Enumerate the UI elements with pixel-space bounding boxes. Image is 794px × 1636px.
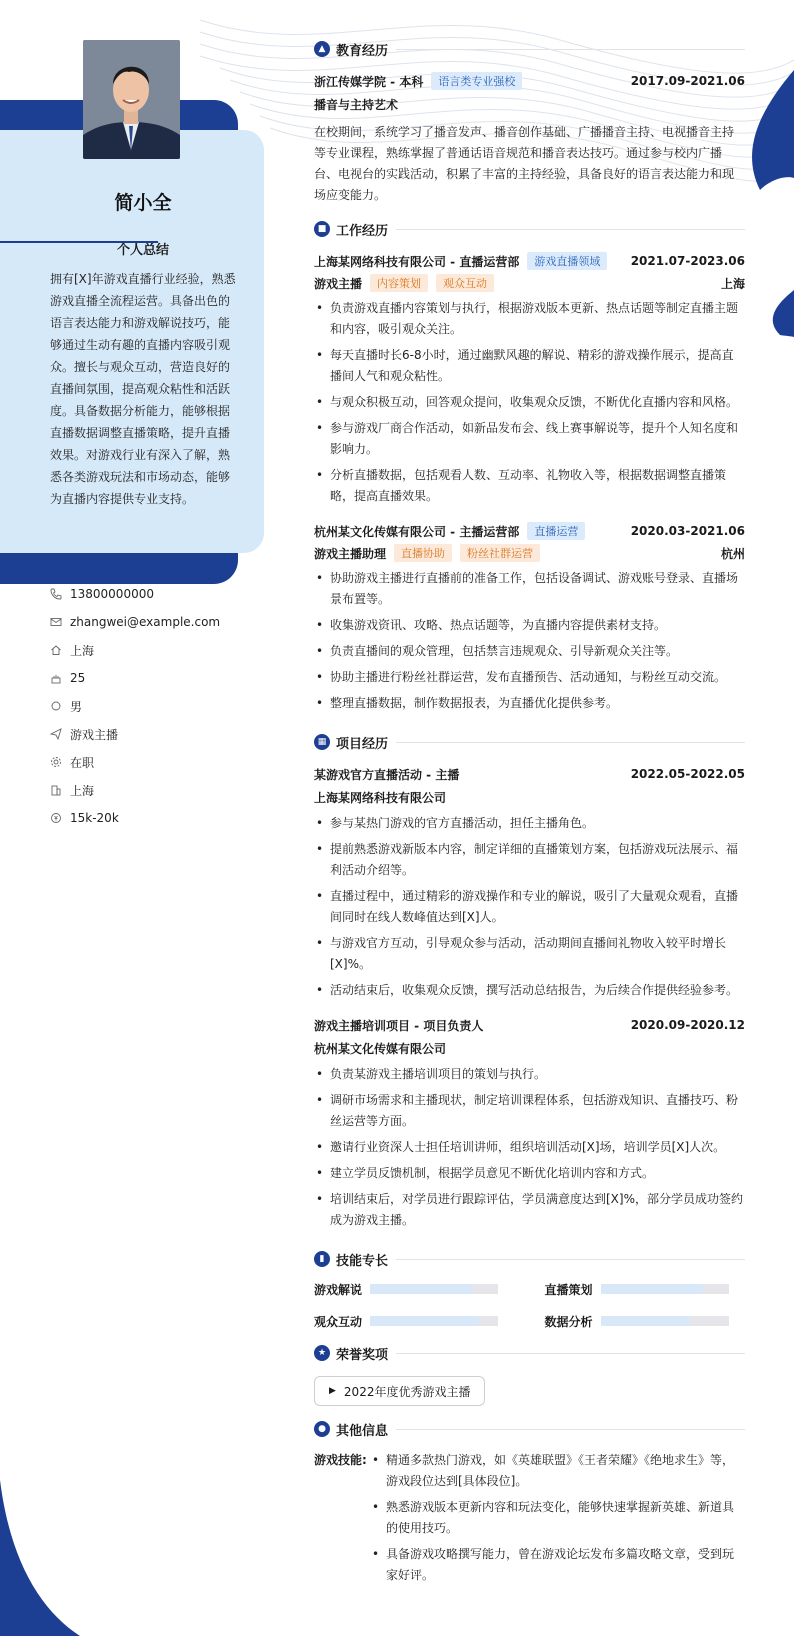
list-item: • 提前熟悉游戏新版本内容，制定详细的直播策划方案，包括游戏玩法展示、福利活动介绍等。 [314, 839, 745, 881]
project-row [314, 763, 745, 785]
skill-name: 直播策划 [544, 1282, 593, 1297]
list-item: • 建立学员反馈机制，根据学员意见不断优化培训内容和方式。 [314, 1163, 745, 1184]
project-bullets [314, 813, 745, 1001]
role-tag: 直播协助 [394, 544, 452, 562]
skill-bar [601, 1284, 729, 1294]
skill-name: 数据分析 [544, 1314, 593, 1329]
list-item: • 负责某游戏主播培训项目的策划与执行。 [314, 1064, 745, 1085]
job-company: 上海某网络科技有限公司 - 直播运营部 [314, 254, 520, 269]
skills-title: 技能专长 [336, 1253, 389, 1269]
education-row [314, 70, 745, 92]
skill-bar-fill [370, 1316, 479, 1326]
project-date: 2022.05-2022.05 [630, 767, 745, 781]
person-icon: ● [314, 1421, 330, 1437]
info-position-text: 游戏主播 [70, 727, 119, 742]
section-divider [396, 1429, 745, 1430]
info-location-text: 上海 [70, 643, 95, 658]
list-item: • 与观众积极互动，回答观众提问，收集观众反馈，不断优化直播内容和风格。 [314, 392, 745, 413]
building-icon [50, 784, 62, 796]
project-entry [314, 763, 745, 1001]
other-header [314, 1418, 745, 1440]
info-position [50, 720, 220, 748]
skill-bar [370, 1316, 498, 1326]
play-triangle-icon: ▶ [329, 1386, 336, 1396]
award-item [314, 1376, 485, 1406]
major: 播音与主持艺术 [314, 98, 399, 112]
awards-title: 荣誉奖项 [336, 1347, 389, 1363]
role-tag: 粉丝社群运营 [460, 544, 540, 562]
section-divider [396, 742, 745, 743]
job-role: 游戏主播助理 [314, 546, 387, 561]
summary-title: 个人总结 [116, 243, 169, 258]
status-icon [50, 756, 62, 768]
other-title: 其他信息 [336, 1423, 389, 1439]
education-title: 教育经历 [336, 43, 389, 59]
list-item: • 整理直播数据，制作数据报表，为直播优化提供参考。 [314, 693, 745, 714]
list-item: • 协助主播进行粉丝社群运营，发布直播预告、活动通知，与粉丝互动交流。 [314, 667, 745, 688]
skill-bar [601, 1316, 729, 1326]
info-gender [50, 692, 220, 720]
list-item: • 负责游戏直播内容策划与执行，根据游戏版本更新、热点话题等制定直播主题和内容，吸引观众关注。 [314, 298, 745, 340]
project-entry [314, 1014, 745, 1231]
info-status-text: 在职 [70, 755, 95, 770]
list-item: • 熟悉游戏版本更新内容和玩法变化，能够快速掌握新英雄、新道具的使用技巧。 [370, 1497, 745, 1539]
list-item: • 与游戏官方互动，引导观众参与活动，活动期间直播间礼物收入较平时增长[X]%。 [314, 933, 745, 975]
info-age [50, 664, 220, 692]
project-date: 2020.09-2020.12 [630, 1018, 745, 1032]
info-city-text: 上海 [70, 783, 95, 798]
job-tag: 直播运营 [527, 522, 585, 540]
skills-header [314, 1248, 745, 1270]
salary-icon [50, 812, 62, 824]
project-org: 上海某网络科技有限公司 [314, 791, 447, 805]
list-item: • 每天直播时长6-8小时，通过幽默风趣的解说、精彩的游戏操作展示，提高直播间人气和观众粘性。 [314, 345, 745, 387]
school-tag: 语言类专业强校 [431, 72, 522, 90]
job-company-row [314, 520, 745, 542]
school-name: 浙江传媒学院 - 本科 [314, 74, 424, 89]
info-city [50, 776, 220, 804]
skill-item [314, 1312, 515, 1330]
job-bullets [314, 298, 745, 507]
skill-bar-fill [370, 1284, 472, 1294]
job-tag: 游戏直播领域 [527, 252, 607, 270]
list-item: • 参与游戏厂商合作活动，如新品发布会、线上赛事解说等，提升个人知名度和影响力。 [314, 418, 745, 460]
project-bullets [314, 1064, 745, 1231]
projects-title: 项目经历 [336, 736, 389, 752]
name-divider [0, 241, 158, 243]
list-item: • 邀请行业资深人士担任培训讲师，组织培训活动[X]场，培训学员[X]人次。 [314, 1137, 745, 1158]
project-name: 某游戏官方直播活动 - 主播 [314, 767, 460, 782]
summary-text: 拥有[X]年游戏直播行业经验，熟悉游戏直播全流程运营。具备出色的语言表达能力和游戏解说技巧，能够通过生动有趣的直播内容吸引观众。擅长与观众互动，营造良好的直播间氛围，提高观众粘性和活跃度。具备数据分析能力，能够根据直播数据调整直播策略，提升直播效果。对游戏行业有深入了解，熟悉各类游戏玩法和市场动态，能够为直播内容提供专业支持。 [50, 272, 236, 506]
job-company: 杭州某文化传媒有限公司 - 主播运营部 [314, 524, 520, 539]
award-text: 2022年度优秀游戏主播 [343, 1384, 471, 1399]
info-phone-text: 13800000000 [70, 587, 154, 601]
send-icon [50, 728, 62, 740]
info-phone [50, 580, 220, 608]
info-salary-text: 15k-20k [70, 811, 119, 825]
main-content [314, 38, 745, 1591]
education-desc: 在校期间，系统学习了播音发声、播音创作基础、广播播音主持、电视播音主持等专业课程，熟练掌握了普通话语音规范和播音表达技巧。通过参与校内广播台、电视台的实践活动，积累了丰富的主持经验，具备良好的语言表达能力和现场应变能力。 [314, 125, 735, 202]
info-location [50, 636, 220, 664]
info-age-text: 25 [70, 671, 86, 685]
job-date: 2020.03-2021.06 [630, 524, 745, 538]
job-date: 2021.07-2023.06 [630, 254, 745, 268]
list-item: • 负责直播间的观众管理，包括禁言违规观众、引导新观众关注等。 [314, 641, 745, 662]
info-salary [50, 804, 220, 832]
education-header [314, 38, 745, 60]
list-item: • 分析直播数据，包括观看人数、互动率、礼物收入等，根据数据调整直播策略，提高直播效果。 [314, 465, 745, 507]
work-header [314, 218, 745, 240]
other-row [314, 1450, 745, 1591]
project-org: 杭州某文化传媒有限公司 [314, 1042, 447, 1056]
section-divider [396, 229, 745, 230]
graduation-cap-icon: ▲ [314, 41, 330, 57]
info-email-text: zhangwei@example.com [70, 615, 221, 629]
job-city: 上海 [720, 276, 745, 291]
gender-icon [50, 700, 62, 712]
awards-header [314, 1342, 745, 1364]
mail-icon [50, 616, 62, 628]
skill-bar-fill [601, 1284, 703, 1294]
role-tag: 内容策划 [370, 274, 428, 292]
contact-info-list [50, 580, 220, 832]
project-name: 游戏主播培训项目 - 项目负责人 [314, 1018, 484, 1033]
info-status [50, 748, 220, 776]
briefcase-icon: ■ [314, 221, 330, 237]
info-gender-text: 男 [70, 699, 83, 714]
job-entry [314, 250, 745, 507]
projects-header [314, 731, 745, 753]
section-divider [396, 1353, 745, 1354]
home-icon [50, 644, 62, 656]
candidate-name: 简小全 [114, 192, 172, 214]
list-item: • 调研市场需求和主播现状，制定培训课程体系，包括游戏知识、直播技巧、粉丝运营等方面。 [314, 1090, 745, 1132]
avatar-illustration [83, 40, 180, 159]
skill-name: 游戏解说 [314, 1282, 363, 1297]
skill-bar [370, 1284, 498, 1294]
skill-name: 观众互动 [314, 1314, 363, 1329]
skills-grid [314, 1280, 745, 1330]
job-role-row [314, 272, 745, 294]
bar-chart-icon: ▮ [314, 1251, 330, 1267]
skill-item [314, 1280, 515, 1298]
list-item: • 具备游戏攻略撰写能力，曾在游戏论坛发布多篇攻略文章，受到玩家好评。 [370, 1544, 745, 1586]
skill-item [545, 1280, 746, 1298]
role-tag: 观众互动 [436, 274, 494, 292]
other-bullets [370, 1450, 745, 1591]
section-divider [396, 49, 745, 50]
project-row [314, 1014, 745, 1036]
job-city: 杭州 [720, 546, 745, 561]
phone-icon [50, 588, 62, 600]
job-bullets [314, 568, 745, 714]
skill-bar-fill [601, 1316, 691, 1326]
info-email [50, 608, 220, 636]
left-panel [0, 130, 264, 553]
list-item: • 协助游戏主播进行直播前的准备工作，包括设备调试、游戏账号登录、直播场景布置等。 [314, 568, 745, 610]
section-divider [396, 1259, 745, 1260]
job-role: 游戏主播 [314, 276, 363, 291]
list-item: • 收集游戏资讯、攻略、热点话题等，为直播内容提供素材支持。 [314, 615, 745, 636]
list-item: • 精通多款热门游戏，如《英雄联盟》《王者荣耀》《绝地求生》等，游戏段位达到[具体段位]。 [370, 1450, 745, 1492]
list-item: • 直播过程中，通过精彩的游戏操作和专业的解说，吸引了大量观众观看，直播间同时在线人数峰值达到[X]人。 [314, 886, 745, 928]
list-item: • 活动结束后，收集观众反馈，撰写活动总结报告，为后续合作提供经验参考。 [314, 980, 745, 1001]
skill-item [545, 1312, 746, 1330]
other-label: 游戏技能: [314, 1453, 367, 1467]
award-icon: ★ [314, 1345, 330, 1361]
grid-icon: ▦ [314, 734, 330, 750]
education-date: 2017.09-2021.06 [630, 74, 745, 88]
list-item: • 培训结束后，对学员进行跟踪评估，学员满意度达到[X]%，部分学员成功签约成为游戏主播。 [314, 1189, 745, 1231]
work-title: 工作经历 [336, 223, 389, 239]
job-role-row [314, 542, 745, 564]
job-company-row [314, 250, 745, 272]
list-item: • 参与某热门游戏的官方直播活动，担任主播角色。 [314, 813, 745, 834]
job-entry [314, 520, 745, 714]
age-icon [50, 672, 62, 684]
profile-photo [83, 40, 180, 159]
